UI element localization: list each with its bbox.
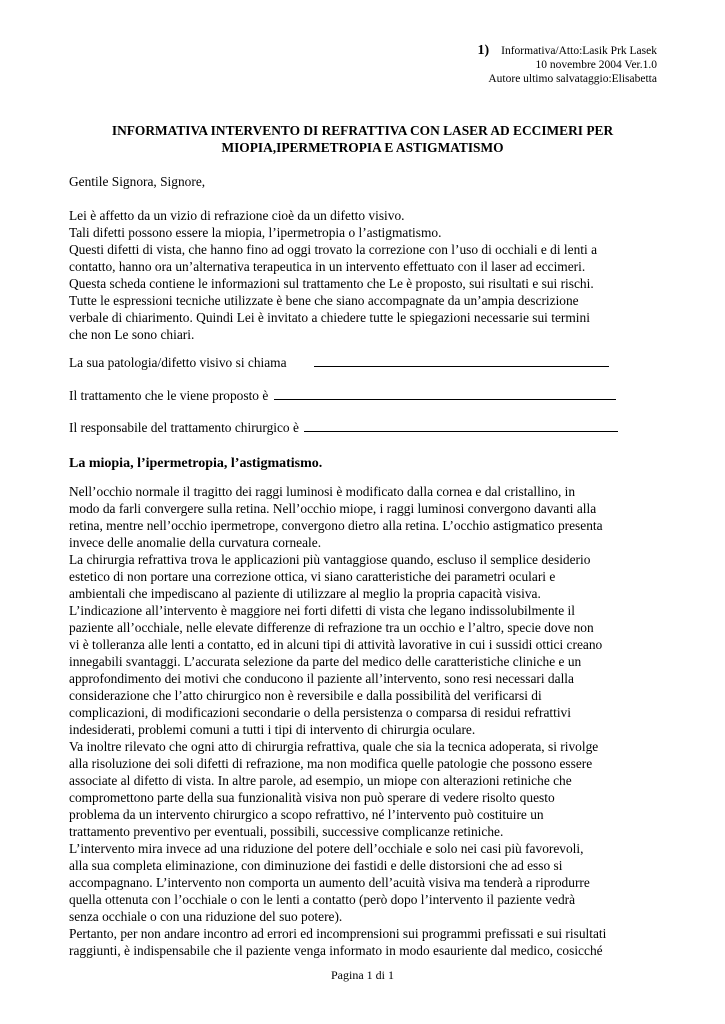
text-line: La chirurgia refrattiva trova le applicazioni più vantaggiose quando, escluso il semplice desiderio <box>69 552 591 567</box>
text-line: Va inoltre rilevato che ogni atto di chirurgia refrattiva, quale che sia la tecnica adoperata, si rivolge <box>69 739 599 754</box>
text-line: estetico di non portare una correzione ottica, vi siano caratteristiche dei parametri oculari e <box>69 569 556 584</box>
title-line-1: INFORMATIVA INTERVENTO DI REFRATTIVA CON LASER AD ECCIMERI PER <box>111 123 614 138</box>
field-label: Il trattamento che le viene proposto è <box>69 388 269 403</box>
text-line: Questi difetti di vista, che hanno fino ad oggi trovato la correzione con l’uso di occhiali e di lenti a <box>69 242 598 257</box>
text-line: Questa scheda contiene le informazioni sul trattamento che Le è proposto, sui risultati e sui rischi. <box>69 276 594 291</box>
fill-in-line[interactable] <box>314 355 609 367</box>
text-line: compromettono parte della sua funzionalità visiva non può sperare di vedere risolto questo <box>69 790 555 805</box>
date-version: 10 novembre 2004 Ver.1.0 <box>535 59 657 71</box>
fill-in-line[interactable] <box>304 420 618 432</box>
text-line: alla risoluzione dei soli difetti di refrazione, ma non modifica quelle patologie che possono essere <box>69 756 593 771</box>
field-patologia <box>69 354 609 371</box>
text-line: accompagnano. L’intervento non comporta un aumento dell’acuità visiva ma tenderà a riprodurre <box>69 875 590 890</box>
text-line: indesiderati, problemi comuni a tutti i tipi di intervento di chirurgia oculare. <box>69 722 476 737</box>
section-heading: La miopia, l’ipermetropia, l’astigmatismo. <box>69 456 323 471</box>
field-label: La sua patologia/difetto visivo si chiama <box>69 355 287 370</box>
text-line: complicazioni, di modificazioni secondarie o della persistenza o comparsa di residui refrattivi <box>69 705 571 720</box>
text-line: L’intervento mira invece ad una riduzione del potere dell’occhiale e solo nei casi più favorevoli, <box>69 841 584 856</box>
document-header <box>477 44 657 86</box>
text-line: Nell’occhio normale il tragitto dei raggi luminosi è modificato dalla cornea e dal cristallino, in <box>69 484 576 499</box>
text-line: invece delle anomalie della curvatura corneale. <box>69 535 322 550</box>
text-line: verbale di chiarimento. Quindi Lei è invitato a chiedere tutte le spiegazioni necessarie sui termini <box>69 310 590 325</box>
text-line: paziente all’occhiale, nelle elevate differenze di refrazione tra un occhio e l’altro, specie dove non <box>69 620 594 635</box>
title-line-2: MIOPIA,IPERMETROPIA E ASTIGMATISMO <box>221 140 504 155</box>
text-line: innegabili svantaggi. L’accurata selezione da parte del medico delle caratteristiche cliniche e un <box>69 654 582 669</box>
text-line: modo da farli convergere sulla retina. Nell’occhio miope, i raggi luminosi convergono davanti alla <box>69 501 597 516</box>
text-line: Tutte le espressioni tecniche utilizzate è bene che siano accompagnate da un’ampia descrizione <box>69 293 579 308</box>
text-line: quella ottenuta con l’occhiale o con le lenti a contatto (però dopo l’intervento il paziente vedrà <box>69 892 576 907</box>
text-line: considerazione che l’atto chirurgico non è reversibile e dalla possibilità del verificarsi di <box>69 688 542 703</box>
field-responsabile <box>69 419 618 436</box>
text-line: Lei è affetto da un vizio di refrazione cioè da un difetto visivo. <box>69 208 405 223</box>
page-footer: Pagina 1 di 1 <box>331 968 394 982</box>
text-line: contatto, hanno ora un’alternativa terapeutica in un intervento effettuato con il laser ad eccimeri. <box>69 259 586 274</box>
text-line: senza occhiale o con una riduzione del suo potere). <box>69 909 343 924</box>
text-line: Tali difetti possono essere la miopia, l’ipermetropia o l’astigmatismo. <box>69 225 442 240</box>
greeting: Gentile Signora, Signore, <box>69 174 206 189</box>
text-line: alla sua completa eliminazione, con diminuzione dei fastidi e delle distorsioni che ad esso si <box>69 858 563 873</box>
text-line: raggiunti, è indispensabile che il paziente venga informato in modo esauriente dal medico, cosicché <box>69 943 603 958</box>
main-body <box>69 483 669 959</box>
text-line: ambientali che impediscano al paziente di utilizzare al meglio la propria capacità visiva. <box>69 586 541 601</box>
fill-in-line[interactable] <box>274 388 616 400</box>
text-line: che non Le sono chiari. <box>69 327 195 342</box>
text-line: approfondimento dei motivi che conducono il paziente all’intervento, sono resi necessari dalla <box>69 671 574 686</box>
document-title <box>60 122 665 156</box>
page-marker: 1) <box>477 43 490 58</box>
doc-id: Informativa/Atto:Lasik Prk Lasek <box>501 45 657 57</box>
field-label: Il responsabile del trattamento chirurgico è <box>69 420 299 435</box>
text-line: associate al difetto di vista. In altre parole, ad esempio, un miope con alterazioni retiniche che <box>69 773 572 788</box>
text-line: vi è tolleranza alle lenti a contatto, ed in alcuni tipi di attività lavorative in cui i sussidi ottici creano <box>69 637 603 652</box>
field-trattamento <box>69 387 616 404</box>
intro-paragraph <box>69 207 669 343</box>
text-line: retina, mentre nell’occhio ipermetrope, convergono dietro alla retina. L’occhio astigmatico presenta <box>69 518 603 533</box>
text-line: trattamento preventivo per eventuali, possibili, successive complicanze retiniche. <box>69 824 504 839</box>
text-line: L’indicazione all’intervento è maggiore nei forti difetti di vista che legano indissolubilmente il <box>69 603 575 618</box>
author-line: Autore ultimo salvataggio:Elisabetta <box>488 73 657 85</box>
text-line: problema da un intervento chirurgico a scopo refrattivo, né l’intervento può costituire un <box>69 807 544 822</box>
text-line: Pertanto, per non andare incontro ad errori ed incomprensioni sui programmi prefissati e sui risultati <box>69 926 607 941</box>
